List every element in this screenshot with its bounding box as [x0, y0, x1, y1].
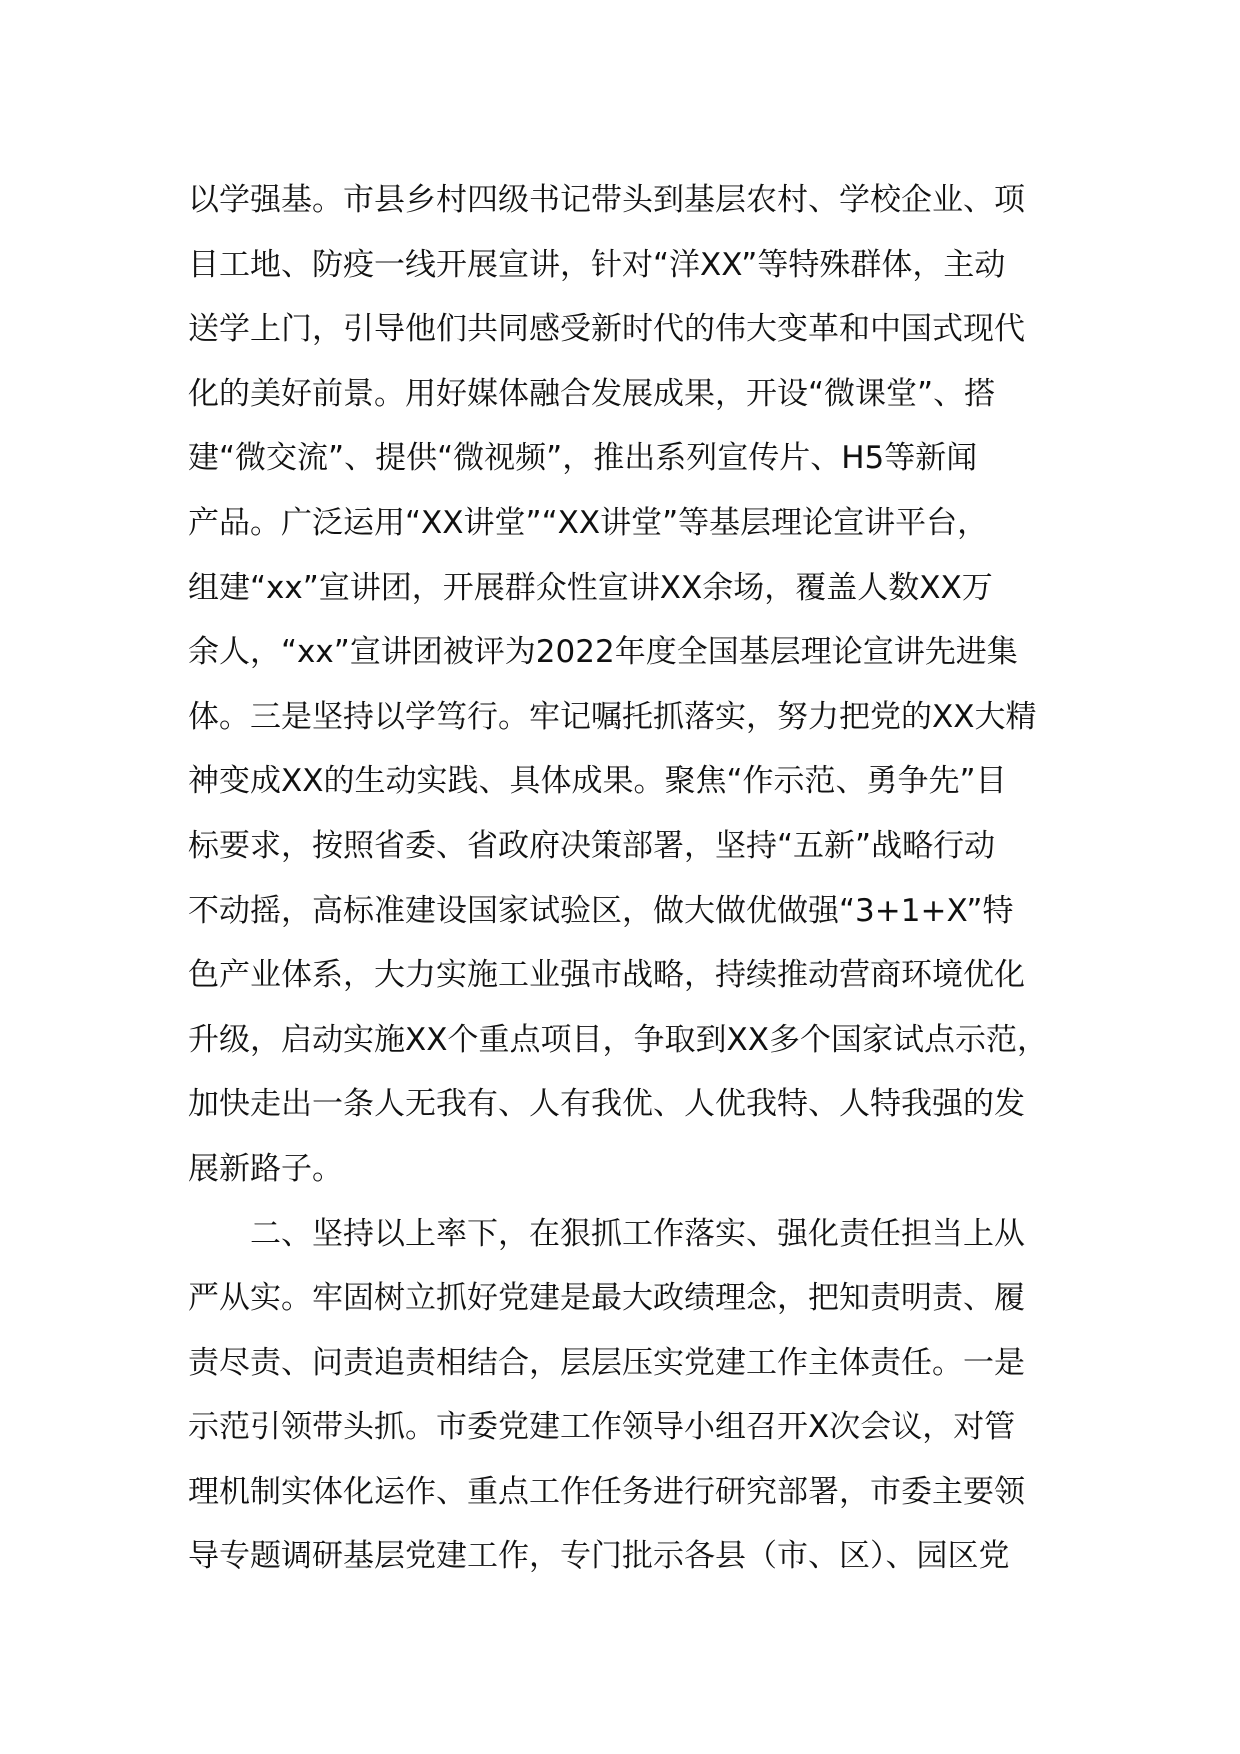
text-line: 以学强基。市县乡村四级书记带头到基层农村、学校企业、项: [188, 182, 1025, 218]
section-heading-line: 二、坚持以上率下，在狠抓工作落实、强化责任担当上从: [188, 1215, 1025, 1252]
text-line: 不动摇，高标准建设国家试验区，做大做优做强“3+1+X”特: [188, 892, 1014, 929]
text-line: 色产业体系，大力实施工业强市战略，持续推动营商环境优化: [188, 957, 1025, 994]
text-line: 升级，启动实施XX个重点项目，争取到XX多个国家试点示范，: [188, 1021, 1048, 1058]
text-line: 余人，“xx”宣讲团被评为2022年度全国基层理论宣讲先进集: [188, 634, 1018, 671]
text-line: 标要求，按照省委、省政府决策部署，坚持“五新”战略行动: [188, 827, 996, 864]
text-line: 建“微交流”、提供“微视频”，推出系列宣传片、H5等新闻: [188, 440, 978, 477]
text-line: 送学上门，引导他们共同感受新时代的伟大变革和中国式现代: [188, 311, 1025, 348]
text-line: 神变成XX的生动实践、具体成果。聚焦“作示范、勇争先”目: [188, 763, 1007, 800]
text-line: 体。三是坚持以学笃行。牢记嘱托抓落实，努力把党的XX大精: [188, 698, 1037, 735]
text-line: 示范引领带头抓。市委党建工作领导小组召开X次会议，对管: [188, 1409, 1016, 1446]
text-line: 理机制实体化运作、重点工作任务进行研究部署，市委主要领: [188, 1473, 1025, 1510]
text-line: 组建“xx”宣讲团，开展群众性宣讲XX余场，覆盖人数XX万: [188, 569, 993, 606]
text-line: 化的美好前景。用好媒体融合发展成果，开设“微课堂”、搭: [188, 375, 996, 412]
body-text: [188, 168, 1068, 1589]
text-line: 目工地、防疫一线开展宣讲，针对“洋XX”等特殊群体，主动: [188, 246, 1006, 283]
text-line: 产品。广泛运用“XX讲堂”“XX讲堂”等基层理论宣讲平台，: [188, 504, 989, 541]
text-line: 导专题调研基层党建工作，专门批示各县（市、区）、园区党: [188, 1538, 1010, 1575]
text-line: 责尽责、问责追责相结合，层层压实党建工作主体责任。一是: [188, 1344, 1025, 1381]
text-line: 展新路子。: [188, 1150, 343, 1187]
text-line: 严从实。牢固树立抓好党建是最大政绩理念，把知责明责、履: [188, 1280, 1025, 1317]
text-line: 加快走出一条人无我有、人有我优、人优我特、人特我强的发: [188, 1086, 1025, 1123]
